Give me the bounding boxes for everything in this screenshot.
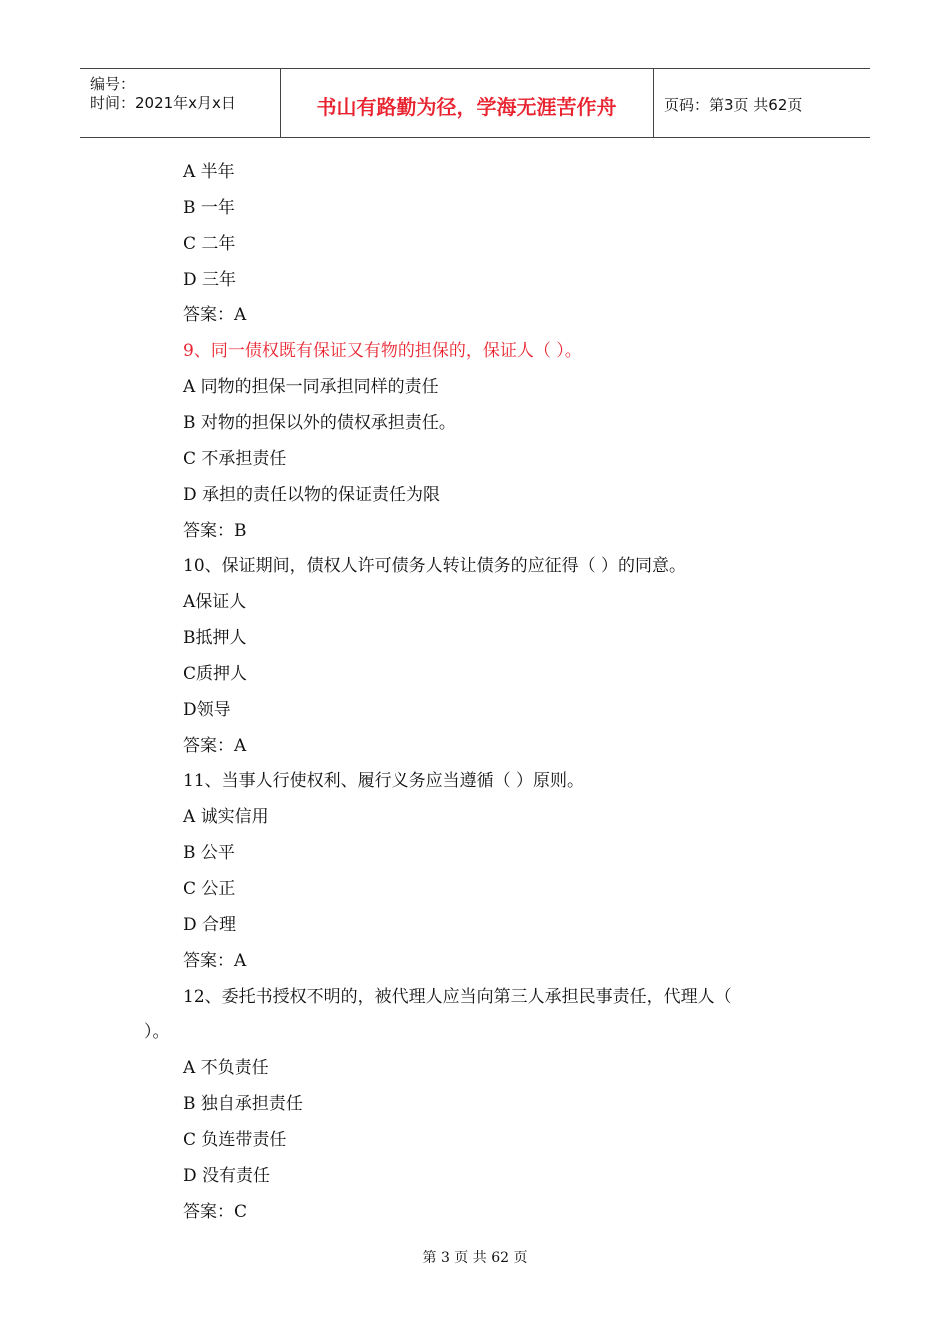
content-line: C 负连带责任 — [183, 1130, 287, 1150]
content-line: 答案：C — [183, 1202, 248, 1222]
serial-number-label: 编号： — [90, 75, 136, 93]
content-line: A 半年 — [183, 162, 235, 182]
page-footer: 第 3 页 共 62 页 — [422, 1250, 528, 1266]
content-line: 11、当事人行使权利、履行义务应当遵循（ ）原则。 — [183, 771, 585, 791]
content-line: 答案：A — [183, 736, 247, 756]
header-page-cell — [654, 69, 870, 137]
content-line: B 一年 — [183, 198, 235, 218]
content-line: A保证人 — [183, 592, 247, 612]
content-line: ）。 — [144, 1022, 170, 1042]
content-line: A 不负责任 — [183, 1058, 269, 1078]
content-line: D 承担的责任以物的保证责任为限 — [183, 485, 441, 505]
content-line: D 没有责任 — [183, 1166, 271, 1186]
content-line: B 独自承担责任 — [183, 1094, 303, 1114]
content-line: A 诚实信用 — [183, 807, 269, 827]
content-line: A 同物的担保一同承担同样的责任 — [183, 377, 439, 397]
content-line: C 不承担责任 — [183, 449, 287, 469]
motto-text: 书山有路勤为径，学海无涯苦作舟 — [316, 95, 617, 119]
content-line: 答案：B — [183, 521, 247, 541]
page-number-label: 页码：第3页 共62页 — [664, 96, 803, 114]
content-line: 10、保证期间，债权人许可债务人转让债务的应征得（ ）的同意。 — [183, 556, 687, 576]
question-highlighted: 9、同一债权既有保证又有物的担保的，保证人（ ）。 — [183, 341, 582, 361]
content-line: C 二年 — [183, 234, 236, 254]
content-line: D 合理 — [183, 915, 237, 935]
header-info-cell — [80, 69, 281, 137]
content-line: D 三年 — [183, 270, 237, 290]
time-label: 时间：2021年x月x日 — [90, 94, 236, 112]
content-line: C 公正 — [183, 879, 236, 899]
content-line: 12、委托书授权不明的，被代理人应当向第三人承担民事责任，代理人（ — [183, 987, 732, 1007]
content-line: C质押人 — [183, 664, 248, 684]
content-line: B抵押人 — [183, 628, 247, 648]
content-line: 答案：A — [183, 305, 247, 325]
content-line: B 公平 — [183, 843, 235, 863]
page-header — [80, 68, 870, 138]
header-motto-cell — [280, 69, 654, 137]
content-line: 答案：A — [183, 951, 247, 971]
content-line: D领导 — [183, 700, 231, 720]
content-line: B 对物的担保以外的债权承担责任。 — [183, 413, 456, 433]
